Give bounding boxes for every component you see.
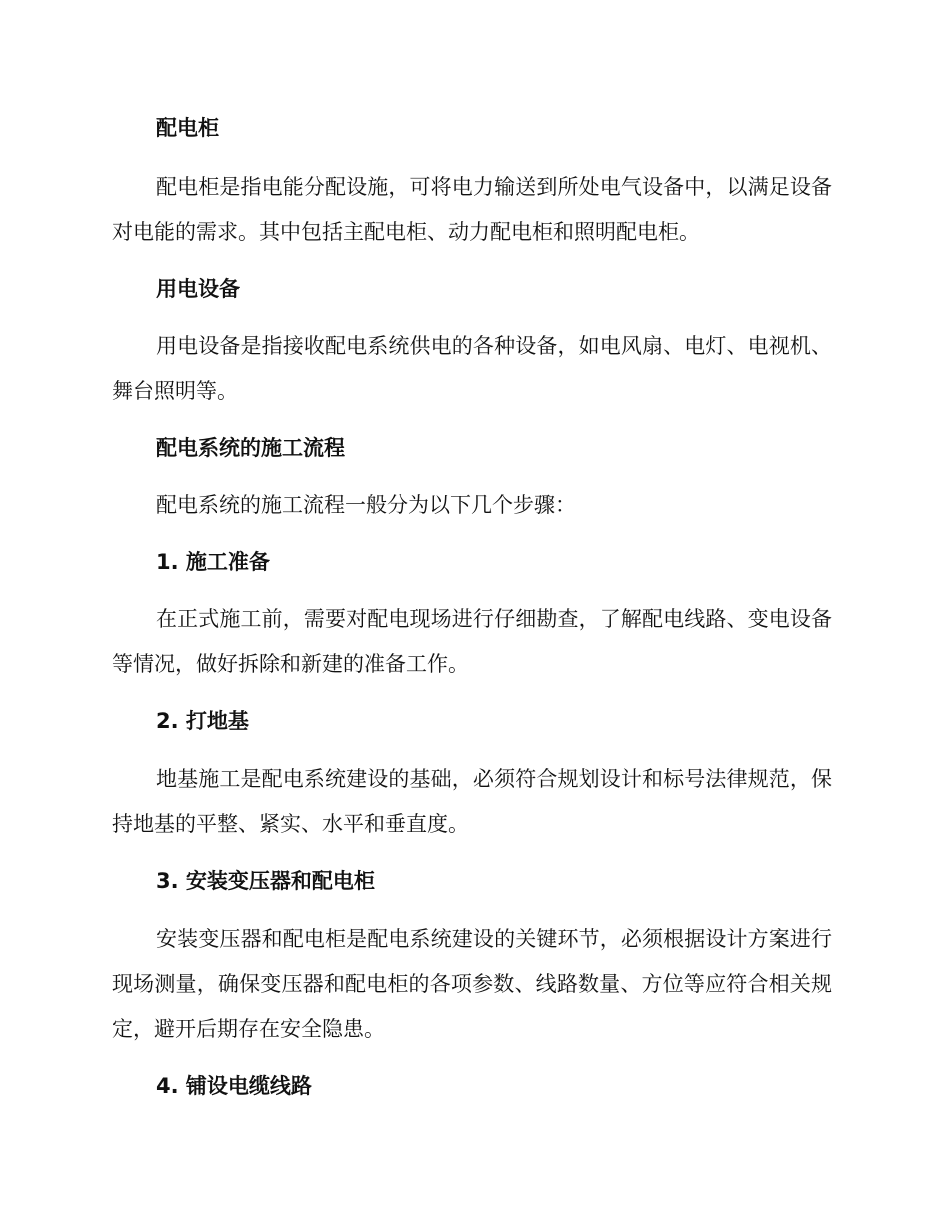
body-paragraph: 在正式施工前，需要对配电现场进行仔细勘查，了解配电线路、变电设备等情况，做好拆除和新建的准备工作。	[112, 607, 832, 676]
step-heading: 4. 铺设电缆线路	[156, 1074, 312, 1098]
step-heading: 1. 施工准备	[156, 550, 270, 574]
body-paragraph: 配电柜是指电能分配设施，可将电力输送到所处电气设备中，以满足设备对电能的需求。其中包括主配电柜、动力配电柜和照明配电柜。	[112, 175, 832, 244]
body-paragraph: 用电设备是指接收配电系统供电的各种设备，如电风扇、电灯、电视机、舞台照明等。	[112, 334, 832, 403]
step-heading: 3. 安装变压器和配电柜	[156, 869, 375, 893]
step-heading: 2. 打地基	[156, 709, 249, 733]
body-paragraph: 安装变压器和配电柜是配电系统建设的关键环节，必须根据设计方案进行现场测量，确保变压器和配电柜的各项参数、线路数量、方位等应符合相关规定，避开后期存在安全隐患。	[112, 927, 832, 1041]
body-paragraph: 配电系统的施工流程一般分为以下几个步骤：	[156, 493, 576, 517]
section-heading: 配电系统的施工流程	[156, 436, 345, 460]
section-heading: 配电柜	[156, 116, 219, 140]
body-paragraph: 地基施工是配电系统建设的基础，必须符合规划设计和标号法律规范，保持地基的平整、紧实、水平和垂直度。	[112, 767, 832, 836]
section-heading: 用电设备	[156, 277, 240, 301]
